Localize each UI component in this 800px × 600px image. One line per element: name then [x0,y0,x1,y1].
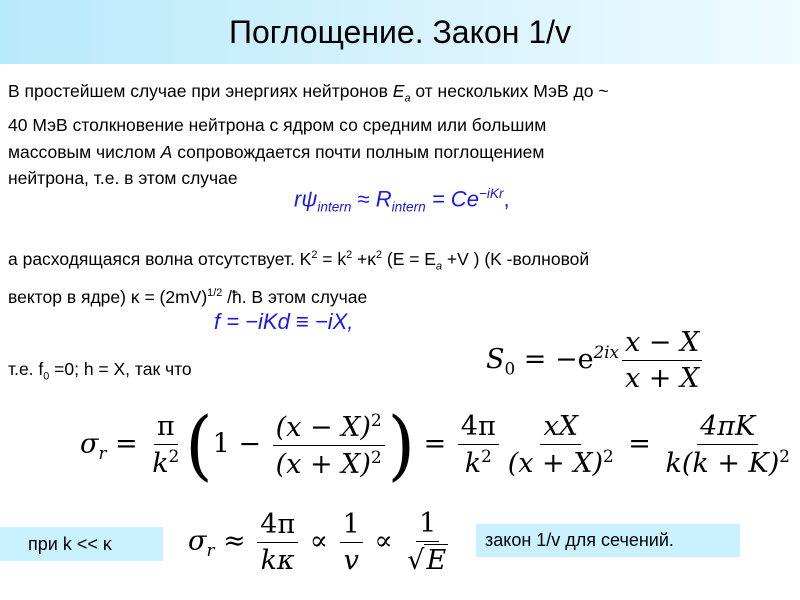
paragraph-intro-line-2: 40 МэВ столкновение нейтрона с ядром со средним или большим [8,115,547,135]
equation-approximation: $\sigma_r$ ≈ $\frac{4\pi}{k\kappa}$ ∝ $\frac{1}{v}$ ∝ 1 √ E [188,508,447,577]
s0-fraction: $\frac{x - X}{x + X}$ [622,327,702,394]
paragraph-intro-line-1: В простейшем случае при энергиях нейтронов $E_a$ от нескольких МэВ до ~ [8,81,609,105]
paragraph-intro [8,78,792,192]
paragraph-wave-vector-line-1: а расходящаяся волна отсутствует. $K^2 = k^2 +\kappa^2$ ($E = E_a +V$ ) (K -волновой [8,248,590,273]
page-title: Поглощение. Закон 1/v [228,14,571,50]
equation-s0: $S_0 = -e^{2ix}$ $\frac{x - X}{x + X}$ [486,327,705,394]
equation-cross-section: $\sigma_r$ = $\frac{\pi}{k^2}$ (1 − $\frac{(x - X)^2}{(x + X)^2}$ ) = $\frac{4\pi}{k^2}$ $\frac{xX}{(x + X)^2}$ = $\frac{4\pi K}{k(k + K)^2}$ [80,400,790,490]
paragraph-wave-vector-line-2: вектор в ядре) $\kappa = (2mV)^{1/2}$ /ħ. В этом случае [8,286,368,307]
condition-box: при k << κ [0,527,163,561]
condition-line: т.е. $f_0 =0$; h = X, так что [8,359,192,383]
equation-wave-function: $r\psi_{intern} \approx R_{intern} = Ce^{-iKr}$, [294,186,510,215]
paragraph-intro-line-4: нейтрона, т.е. в этом случае [8,168,238,188]
law-box: закон 1/v для сечений. [476,524,740,557]
paragraph-intro-line-3: массовым числом A сопровождается почти полным поглощением [8,141,545,162]
equation-amplitude: f = −iKd ≡ −iX, [214,309,354,334]
paragraph-wave-vector [8,242,792,310]
sqrt-symbol: √ E [407,545,447,577]
